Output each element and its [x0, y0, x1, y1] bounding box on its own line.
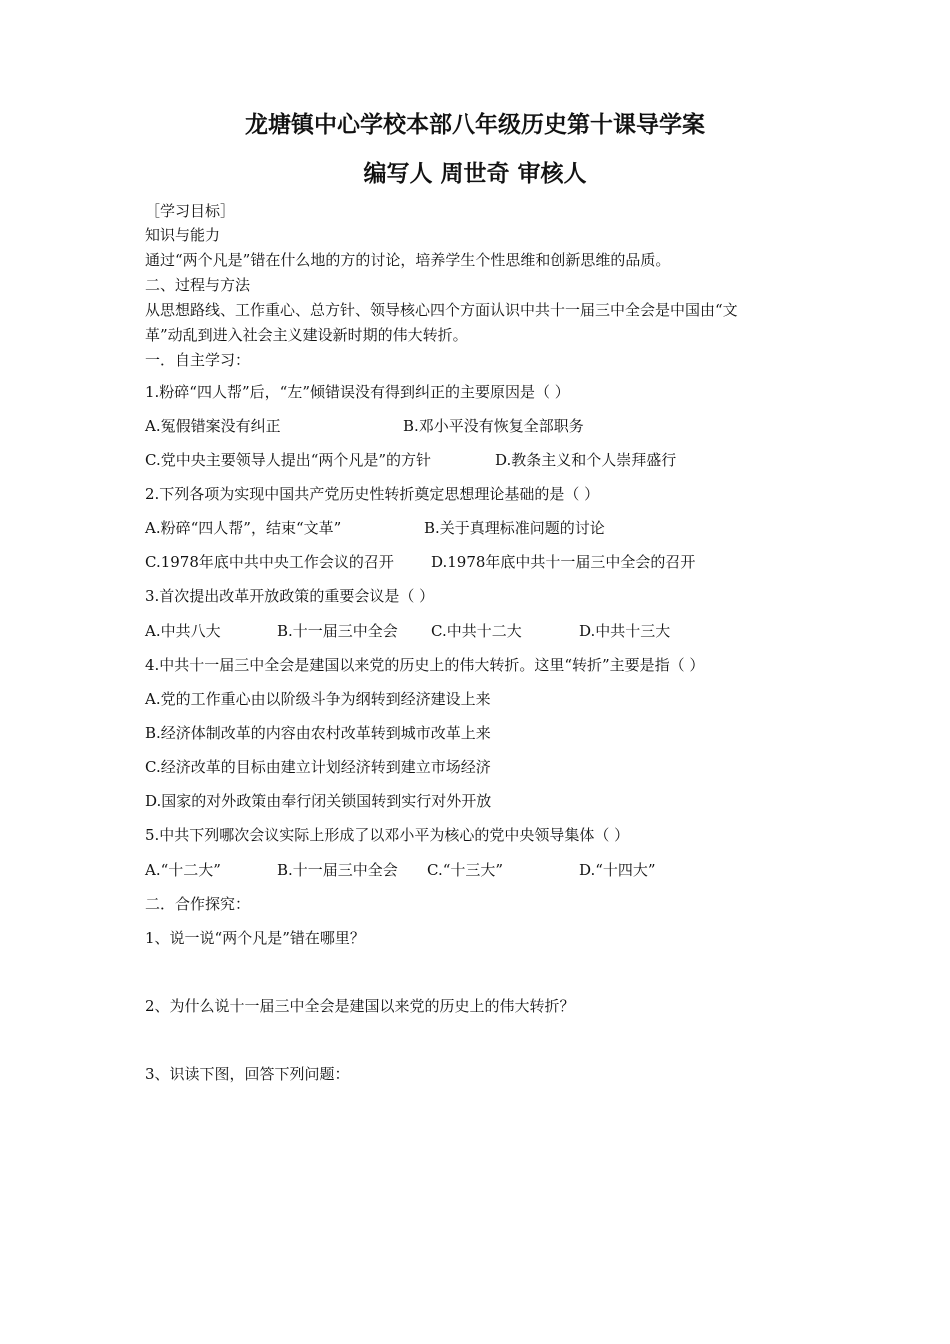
question-5-option-b: B.十一届三中全会	[277, 861, 398, 879]
question-3-option-c: C.中共十二大	[431, 622, 522, 640]
self-study-heading: 一．自主学习：	[145, 351, 251, 369]
cooperation-prompt-1: 1、说一说“两个凡是”错在哪里？	[145, 929, 365, 947]
question-1-option-b: B.邓小平没有恢复全部职务	[403, 417, 584, 435]
goals-heading: ［学习目标］	[145, 202, 236, 220]
cooperation-heading: 二．合作探究：	[145, 895, 251, 913]
question-4: 4.中共十一届三中全会是建国以来党的历史上的伟大转折。这里“转折”主要是指（ ）	[145, 656, 705, 674]
question-4-option-b: B.经济体制改革的内容由农村改革转到城市改革上来	[145, 724, 491, 742]
goals-subheading-knowledge: 知识与能力	[145, 226, 221, 244]
goals-text-process-line1: 从思想路线、工作重心、总方针、领导核心四个方面认识中共十一届三中全会是中国由“文	[145, 301, 738, 319]
question-5: 5.中共下列哪次会议实际上形成了以邓小平为核心的党中央领导集体（ ）	[145, 826, 630, 844]
question-4-option-d: D.国家的对外政策由奉行闭关锁国转到实行对外开放	[145, 792, 492, 810]
question-4-option-c: C.经济改革的目标由建立计划经济转到建立市场经济	[145, 758, 491, 776]
goals-subheading-process: 二、过程与方法	[145, 276, 251, 294]
author-line: 编写人 周世奇 审核人	[363, 161, 587, 187]
cooperation-prompt-2: 2、为什么说十一届三中全会是建国以来党的历史上的伟大转折？	[145, 997, 575, 1015]
question-2-option-c: C.1978年底中共中央工作会议的召开	[145, 553, 394, 571]
question-3-option-b: B.十一届三中全会	[277, 622, 398, 640]
question-2: 2.下列各项为实现中国共产党历史性转折奠定思想理论基础的是（ ）	[145, 485, 600, 503]
question-3-option-d: D.中共十三大	[579, 622, 671, 640]
question-1-option-c: C.党中央主要领导人提出“两个凡是”的方针	[145, 451, 432, 469]
question-5-option-a: A.“十二大”	[145, 861, 221, 879]
page-title: 龙塘镇中心学校本部八年级历史第十课导学案	[245, 112, 705, 138]
goals-text-knowledge: 通过“两个凡是”错在什么地的方的讨论，培养学生个性思维和创新思维的品质。	[145, 251, 671, 269]
goals-text-process-line2: 革”动乱到进入社会主义建设新时期的伟大转折。	[145, 326, 468, 344]
question-5-option-c: C.“十三大”	[427, 861, 504, 879]
cooperation-prompt-3: 3、识读下图，回答下列问题：	[145, 1065, 350, 1083]
question-3-option-a: A.中共八大	[145, 622, 221, 640]
question-3: 3.首次提出改革开放政策的重要会议是（ ）	[145, 587, 435, 605]
question-4-option-a: A.党的工作重心由以阶级斗争为纲转到经济建设上来	[145, 690, 491, 708]
question-5-option-d: D.“十四大”	[579, 861, 656, 879]
question-1-option-d: D.教条主义和个人崇拜盛行	[495, 451, 677, 469]
question-2-option-b: B.关于真理标准问题的讨论	[424, 519, 605, 537]
question-1: 1.粉碎“四人帮”后，“左”倾错误没有得到纠正的主要原因是（ ）	[145, 383, 570, 401]
question-2-option-d: D.1978年底中共十一届三中全会的召开	[431, 553, 696, 571]
question-2-option-a: A.粉碎“四人帮”，结束“文革”	[145, 519, 342, 537]
question-1-option-a: A.冤假错案没有纠正	[145, 417, 281, 435]
